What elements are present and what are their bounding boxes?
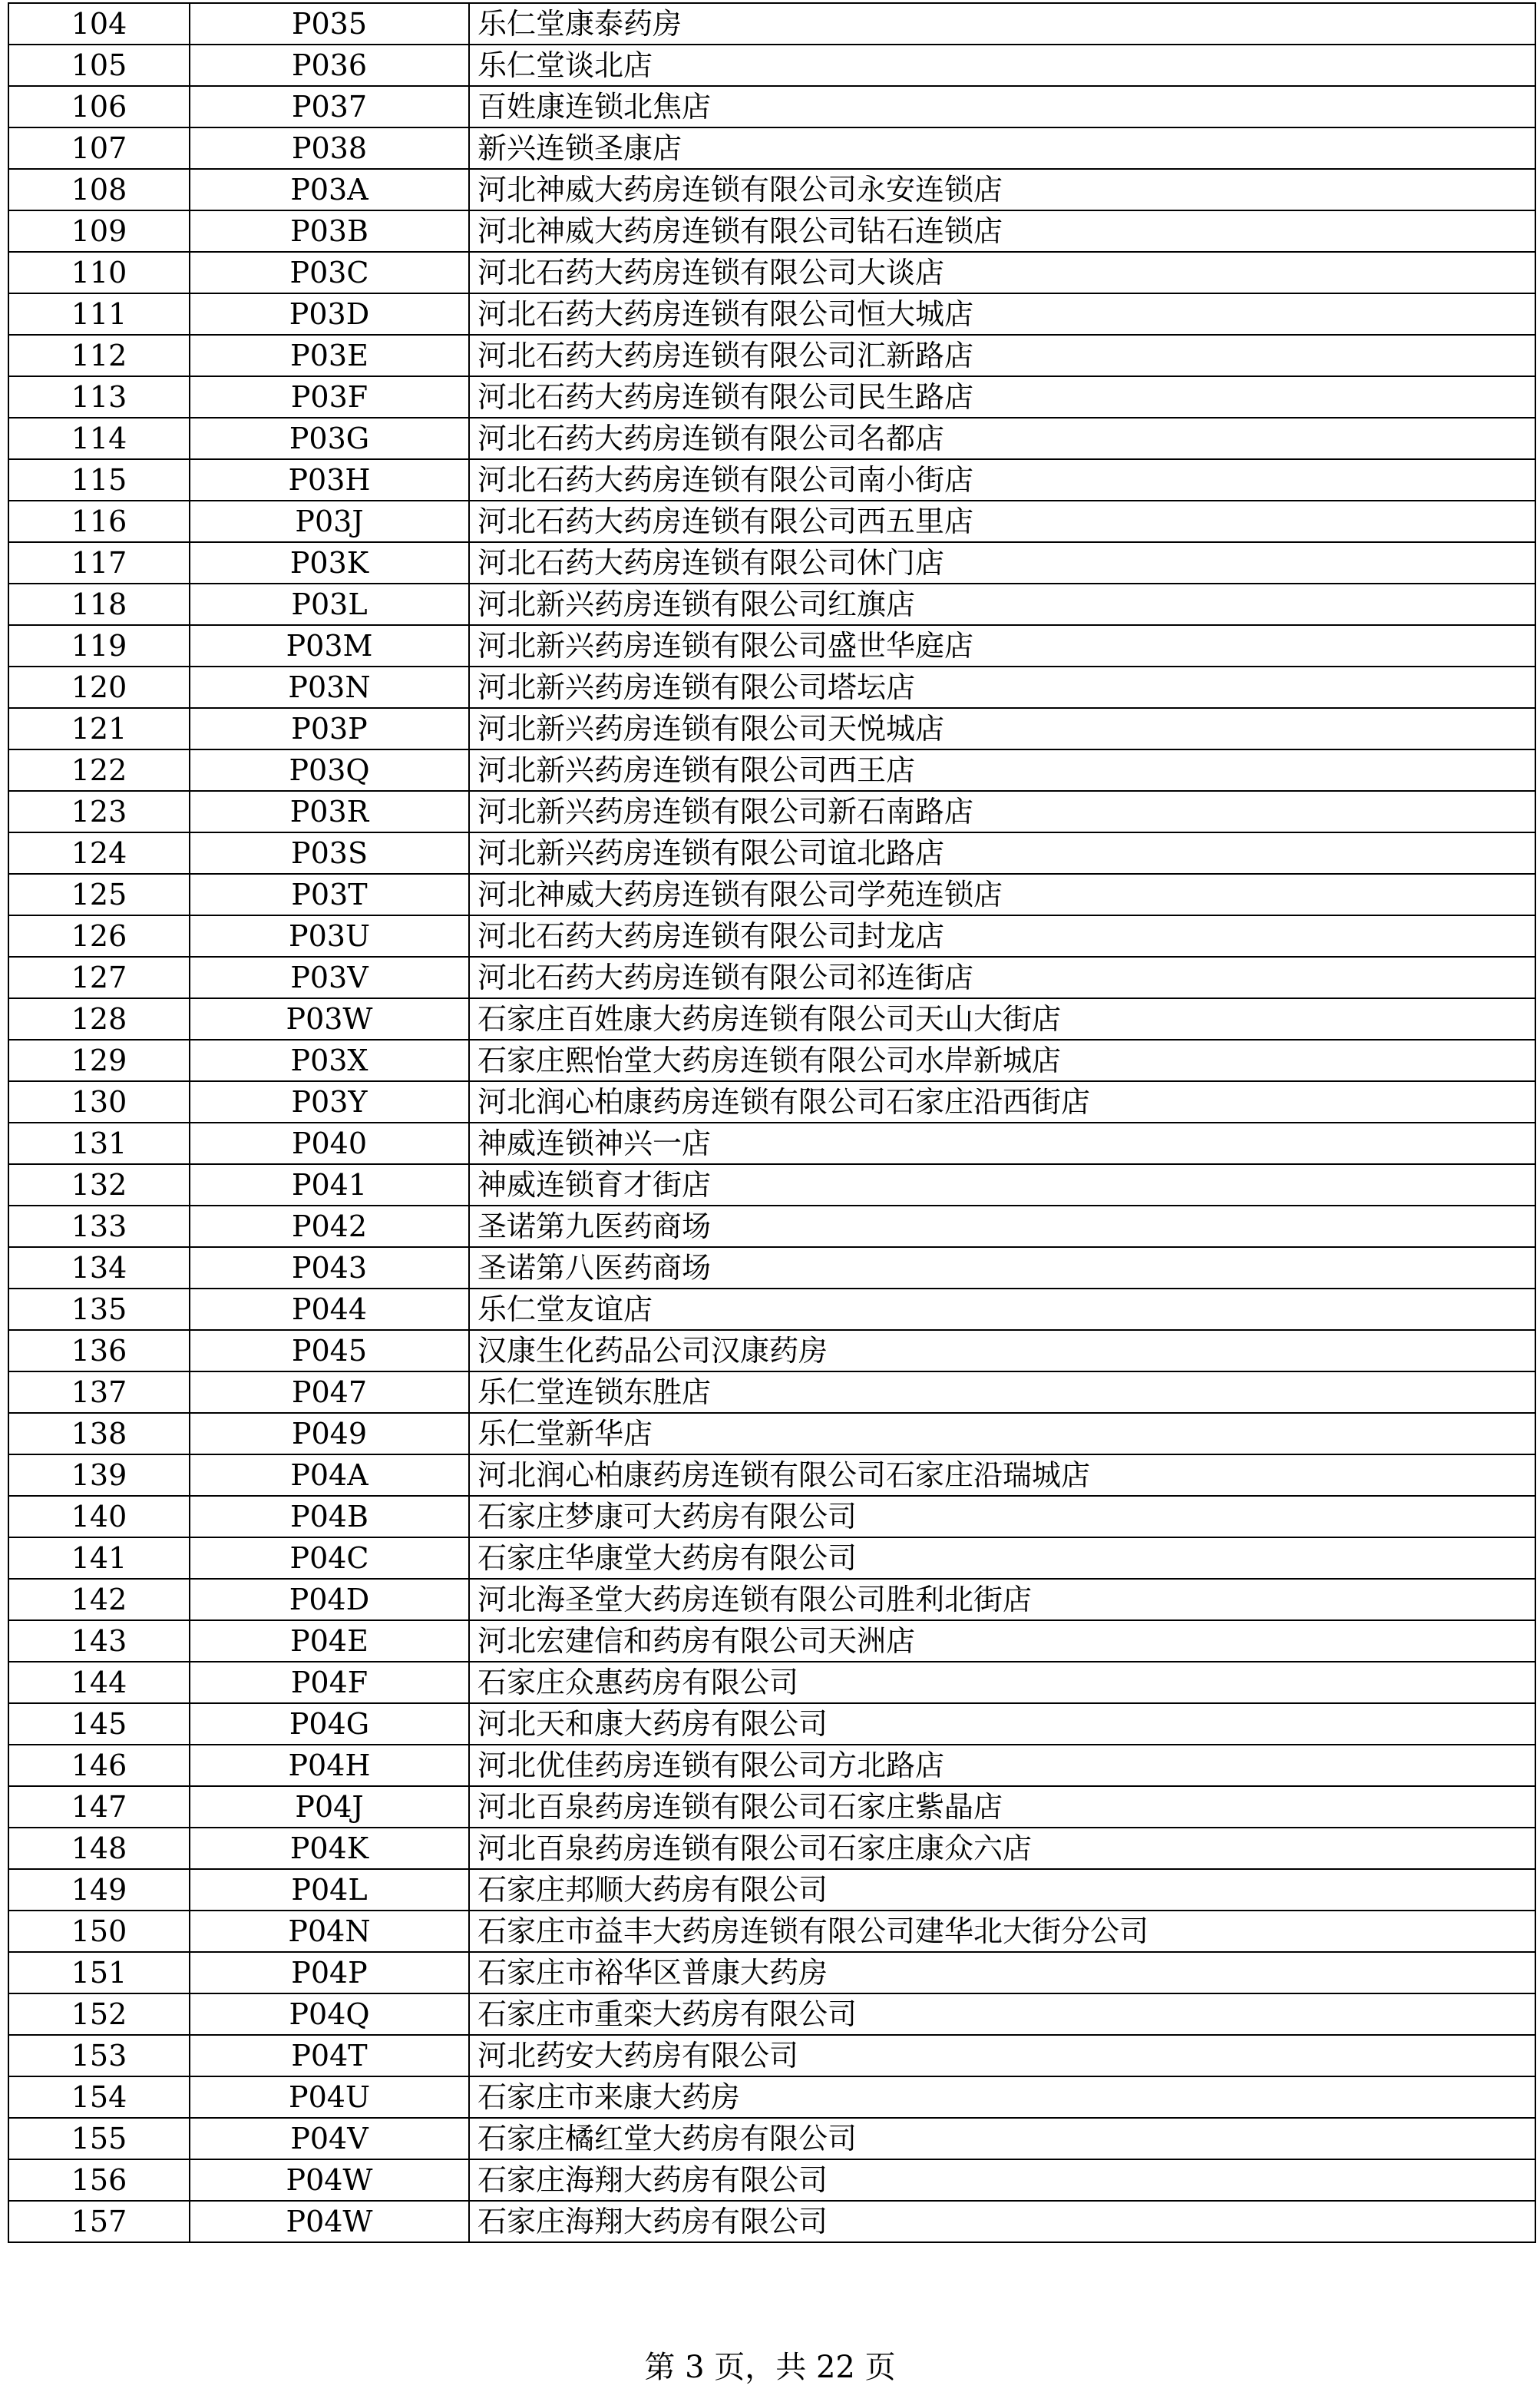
store-code-cell: P04T — [190, 2035, 469, 2076]
store-code-cell: P047 — [190, 1371, 469, 1413]
row-index-cell: 152 — [8, 1993, 190, 2035]
table-row — [8, 874, 1535, 915]
table-row — [8, 2076, 1535, 2118]
table-row — [8, 293, 1535, 335]
store-name-cell: 石家庄海翔大药房有限公司 — [469, 2201, 1535, 2242]
table-row — [8, 459, 1535, 501]
table-row — [8, 1828, 1535, 1869]
row-index-cell: 154 — [8, 2076, 190, 2118]
row-index-cell: 141 — [8, 1537, 190, 1579]
store-code-cell: P03B — [190, 210, 469, 252]
row-index-cell: 144 — [8, 1662, 190, 1703]
store-name-cell: 河北石药大药房连锁有限公司南小街店 — [469, 459, 1535, 501]
store-name-cell: 河北新兴药房连锁有限公司塔坛店 — [469, 667, 1535, 708]
table-row — [8, 376, 1535, 418]
store-code-cell: P049 — [190, 1413, 469, 1454]
row-index-cell: 118 — [8, 584, 190, 625]
row-index-cell: 116 — [8, 501, 190, 542]
store-code-cell: P03C — [190, 252, 469, 293]
row-index-cell: 126 — [8, 915, 190, 957]
row-index-cell: 139 — [8, 1454, 190, 1496]
store-name-cell: 河北宏建信和药房有限公司天洲店 — [469, 1620, 1535, 1662]
row-index-cell: 117 — [8, 542, 190, 584]
store-code-cell: P04W — [190, 2201, 469, 2242]
row-index-cell: 104 — [8, 3, 190, 45]
row-index-cell: 109 — [8, 210, 190, 252]
store-code-cell: P044 — [190, 1289, 469, 1330]
row-index-cell: 143 — [8, 1620, 190, 1662]
store-code-cell: P04D — [190, 1579, 469, 1620]
row-index-cell: 157 — [8, 2201, 190, 2242]
store-name-cell: 河北石药大药房连锁有限公司西五里店 — [469, 501, 1535, 542]
table-row — [8, 1330, 1535, 1371]
store-name-cell: 乐仁堂谈北店 — [469, 45, 1535, 86]
store-code-cell: P03D — [190, 293, 469, 335]
table-row — [8, 1952, 1535, 1993]
table-row — [8, 2201, 1535, 2242]
row-index-cell: 110 — [8, 252, 190, 293]
row-index-cell: 113 — [8, 376, 190, 418]
table-row — [8, 1164, 1535, 1206]
row-index-cell: 111 — [8, 293, 190, 335]
row-index-cell: 147 — [8, 1786, 190, 1828]
store-name-cell: 河北石药大药房连锁有限公司汇新路店 — [469, 335, 1535, 376]
store-name-cell: 乐仁堂新华店 — [469, 1413, 1535, 1454]
row-index-cell: 114 — [8, 418, 190, 459]
row-index-cell: 129 — [8, 1040, 190, 1081]
table-row — [8, 625, 1535, 667]
store-code-cell: P04L — [190, 1869, 469, 1911]
store-name-cell: 河北神威大药房连锁有限公司永安连锁店 — [469, 169, 1535, 210]
store-code-cell: P03T — [190, 874, 469, 915]
store-code-cell: P04A — [190, 1454, 469, 1496]
row-index-cell: 137 — [8, 1371, 190, 1413]
store-name-cell: 河北新兴药房连锁有限公司西王店 — [469, 749, 1535, 791]
store-name-cell: 石家庄市裕华区普康大药房 — [469, 1952, 1535, 1993]
store-name-cell: 石家庄邦顺大药房有限公司 — [469, 1869, 1535, 1911]
store-code-cell: P037 — [190, 86, 469, 127]
store-name-cell: 汉康生化药品公司汉康药房 — [469, 1330, 1535, 1371]
row-index-cell: 108 — [8, 169, 190, 210]
store-code-cell: P03M — [190, 625, 469, 667]
row-index-cell: 136 — [8, 1330, 190, 1371]
store-name-cell: 神威连锁育才街店 — [469, 1164, 1535, 1206]
store-name-cell: 河北石药大药房连锁有限公司大谈店 — [469, 252, 1535, 293]
store-code-cell: P038 — [190, 127, 469, 169]
store-code-cell: P04U — [190, 2076, 469, 2118]
store-name-cell: 河北神威大药房连锁有限公司钻石连锁店 — [469, 210, 1535, 252]
table-row — [8, 998, 1535, 1040]
store-code-cell: P041 — [190, 1164, 469, 1206]
table-row — [8, 1703, 1535, 1745]
store-name-cell: 河北石药大药房连锁有限公司祁连街店 — [469, 957, 1535, 998]
row-index-cell: 119 — [8, 625, 190, 667]
store-name-cell: 石家庄市来康大药房 — [469, 2076, 1535, 2118]
store-code-cell: P04E — [190, 1620, 469, 1662]
store-code-cell: P04P — [190, 1952, 469, 1993]
table-row — [8, 418, 1535, 459]
table-row — [8, 1289, 1535, 1330]
row-index-cell: 151 — [8, 1952, 190, 1993]
store-code-cell: P03S — [190, 832, 469, 874]
store-name-cell: 石家庄熙怡堂大药房连锁有限公司水岸新城店 — [469, 1040, 1535, 1081]
row-index-cell: 156 — [8, 2159, 190, 2201]
store-name-cell: 河北石药大药房连锁有限公司民生路店 — [469, 376, 1535, 418]
store-name-cell: 乐仁堂友谊店 — [469, 1289, 1535, 1330]
row-index-cell: 124 — [8, 832, 190, 874]
store-name-cell: 石家庄海翔大药房有限公司 — [469, 2159, 1535, 2201]
store-name-cell: 石家庄市益丰大药房连锁有限公司建华北大街分公司 — [469, 1911, 1535, 1952]
store-code-cell: P03E — [190, 335, 469, 376]
pharmacy-list-sheet — [8, 2, 1535, 2243]
table-row — [8, 915, 1535, 957]
row-index-cell: 127 — [8, 957, 190, 998]
store-name-cell: 新兴连锁圣康店 — [469, 127, 1535, 169]
row-index-cell: 142 — [8, 1579, 190, 1620]
page-footer: 第 3 页，共 22 页 — [644, 2350, 896, 2385]
table-row — [8, 1537, 1535, 1579]
table-row — [8, 2035, 1535, 2076]
store-code-cell: P03G — [190, 418, 469, 459]
table-row — [8, 45, 1535, 86]
store-name-cell: 河北百泉药房连锁有限公司石家庄康众六店 — [469, 1828, 1535, 1869]
store-code-cell: P04W — [190, 2159, 469, 2201]
table-row — [8, 2159, 1535, 2201]
store-code-cell: P03F — [190, 376, 469, 418]
table-row — [8, 1496, 1535, 1537]
table-row — [8, 1040, 1535, 1081]
row-index-cell: 131 — [8, 1123, 190, 1164]
table-row — [8, 957, 1535, 998]
table-row — [8, 832, 1535, 874]
store-code-cell: P03W — [190, 998, 469, 1040]
store-code-cell: P03N — [190, 667, 469, 708]
store-name-cell: 百姓康连锁北焦店 — [469, 86, 1535, 127]
table-row — [8, 86, 1535, 127]
row-index-cell: 148 — [8, 1828, 190, 1869]
store-code-cell: P04C — [190, 1537, 469, 1579]
table-row — [8, 501, 1535, 542]
row-index-cell: 107 — [8, 127, 190, 169]
store-name-cell: 圣诺第九医药商场 — [469, 1206, 1535, 1247]
table-row — [8, 1662, 1535, 1703]
store-code-cell: P036 — [190, 45, 469, 86]
store-code-cell: P042 — [190, 1206, 469, 1247]
table-row — [8, 1206, 1535, 1247]
row-index-cell: 105 — [8, 45, 190, 86]
row-index-cell: 150 — [8, 1911, 190, 1952]
table-row — [8, 584, 1535, 625]
store-name-cell: 石家庄华康堂大药房有限公司 — [469, 1537, 1535, 1579]
row-index-cell: 122 — [8, 749, 190, 791]
table-row — [8, 542, 1535, 584]
store-name-cell: 河北润心柏康药房连锁有限公司石家庄沿西街店 — [469, 1081, 1535, 1123]
table-row — [8, 1786, 1535, 1828]
store-code-cell: P03H — [190, 459, 469, 501]
store-code-cell: P03Q — [190, 749, 469, 791]
table-row — [8, 749, 1535, 791]
store-code-cell: P04F — [190, 1662, 469, 1703]
store-name-cell: 河北新兴药房连锁有限公司天悦城店 — [469, 708, 1535, 749]
table-row — [8, 210, 1535, 252]
store-code-cell: P03P — [190, 708, 469, 749]
store-code-cell: P035 — [190, 3, 469, 45]
table-row — [8, 335, 1535, 376]
table-row — [8, 1745, 1535, 1786]
table-row — [8, 1454, 1535, 1496]
store-code-cell: P04V — [190, 2118, 469, 2159]
row-index-cell: 132 — [8, 1164, 190, 1206]
store-code-cell: P040 — [190, 1123, 469, 1164]
store-name-cell: 河北优佳药房连锁有限公司方北路店 — [469, 1745, 1535, 1786]
table-row — [8, 1123, 1535, 1164]
store-name-cell: 石家庄众惠药房有限公司 — [469, 1662, 1535, 1703]
store-code-cell: P04H — [190, 1745, 469, 1786]
row-index-cell: 155 — [8, 2118, 190, 2159]
store-name-cell: 河北石药大药房连锁有限公司封龙店 — [469, 915, 1535, 957]
store-name-cell: 神威连锁神兴一店 — [469, 1123, 1535, 1164]
table-row — [8, 1869, 1535, 1911]
store-code-cell: P03A — [190, 169, 469, 210]
store-name-cell: 乐仁堂连锁东胜店 — [469, 1371, 1535, 1413]
store-name-cell: 河北百泉药房连锁有限公司石家庄紫晶店 — [469, 1786, 1535, 1828]
row-index-cell: 135 — [8, 1289, 190, 1330]
row-index-cell: 123 — [8, 791, 190, 832]
table-row — [8, 252, 1535, 293]
table-row — [8, 667, 1535, 708]
store-code-cell: P03U — [190, 915, 469, 957]
store-name-cell: 河北新兴药房连锁有限公司盛世华庭店 — [469, 625, 1535, 667]
table-row — [8, 1620, 1535, 1662]
table-row — [8, 1081, 1535, 1123]
store-code-cell: P03K — [190, 542, 469, 584]
store-code-cell: P043 — [190, 1247, 469, 1289]
table-row — [8, 2118, 1535, 2159]
table-row — [8, 1413, 1535, 1454]
store-code-cell: P04B — [190, 1496, 469, 1537]
store-code-cell: P04J — [190, 1786, 469, 1828]
row-index-cell: 134 — [8, 1247, 190, 1289]
row-index-cell: 153 — [8, 2035, 190, 2076]
store-name-cell: 石家庄百姓康大药房连锁有限公司天山大街店 — [469, 998, 1535, 1040]
pharmacy-table-body — [8, 3, 1535, 2242]
store-name-cell: 河北海圣堂大药房连锁有限公司胜利北街店 — [469, 1579, 1535, 1620]
table-row — [8, 1911, 1535, 1952]
store-name-cell: 河北石药大药房连锁有限公司名都店 — [469, 418, 1535, 459]
table-row — [8, 169, 1535, 210]
row-index-cell: 128 — [8, 998, 190, 1040]
table-row — [8, 127, 1535, 169]
store-name-cell: 圣诺第八医药商场 — [469, 1247, 1535, 1289]
table-row — [8, 1579, 1535, 1620]
store-code-cell: P04K — [190, 1828, 469, 1869]
store-name-cell: 河北天和康大药房有限公司 — [469, 1703, 1535, 1745]
table-row — [8, 3, 1535, 45]
row-index-cell: 140 — [8, 1496, 190, 1537]
row-index-cell: 125 — [8, 874, 190, 915]
store-code-cell: P03Y — [190, 1081, 469, 1123]
store-name-cell: 河北新兴药房连锁有限公司新石南路店 — [469, 791, 1535, 832]
row-index-cell: 138 — [8, 1413, 190, 1454]
store-name-cell: 河北石药大药房连锁有限公司恒大城店 — [469, 293, 1535, 335]
pharmacy-table — [8, 2, 1536, 2243]
store-name-cell: 河北新兴药房连锁有限公司红旗店 — [469, 584, 1535, 625]
store-code-cell: P04Q — [190, 1993, 469, 2035]
table-row — [8, 1247, 1535, 1289]
row-index-cell: 133 — [8, 1206, 190, 1247]
store-name-cell: 石家庄梦康可大药房有限公司 — [469, 1496, 1535, 1537]
table-row — [8, 708, 1535, 749]
store-code-cell: P045 — [190, 1330, 469, 1371]
row-index-cell: 130 — [8, 1081, 190, 1123]
store-name-cell: 石家庄橘红堂大药房有限公司 — [469, 2118, 1535, 2159]
store-code-cell: P04N — [190, 1911, 469, 1952]
row-index-cell: 115 — [8, 459, 190, 501]
store-code-cell: P03J — [190, 501, 469, 542]
row-index-cell: 146 — [8, 1745, 190, 1786]
store-code-cell: P03X — [190, 1040, 469, 1081]
store-code-cell: P04G — [190, 1703, 469, 1745]
row-index-cell: 120 — [8, 667, 190, 708]
store-code-cell: P03R — [190, 791, 469, 832]
row-index-cell: 112 — [8, 335, 190, 376]
store-name-cell: 河北神威大药房连锁有限公司学苑连锁店 — [469, 874, 1535, 915]
store-code-cell: P03V — [190, 957, 469, 998]
store-name-cell: 河北药安大药房有限公司 — [469, 2035, 1535, 2076]
row-index-cell: 145 — [8, 1703, 190, 1745]
store-name-cell: 河北新兴药房连锁有限公司谊北路店 — [469, 832, 1535, 874]
row-index-cell: 121 — [8, 708, 190, 749]
store-name-cell: 河北石药大药房连锁有限公司休门店 — [469, 542, 1535, 584]
row-index-cell: 106 — [8, 86, 190, 127]
store-name-cell: 石家庄市重栾大药房有限公司 — [469, 1993, 1535, 2035]
row-index-cell: 149 — [8, 1869, 190, 1911]
table-row — [8, 1993, 1535, 2035]
store-code-cell: P03L — [190, 584, 469, 625]
store-name-cell: 乐仁堂康泰药房 — [469, 3, 1535, 45]
table-row — [8, 791, 1535, 832]
table-row — [8, 1371, 1535, 1413]
store-name-cell: 河北润心柏康药房连锁有限公司石家庄沿瑞城店 — [469, 1454, 1535, 1496]
